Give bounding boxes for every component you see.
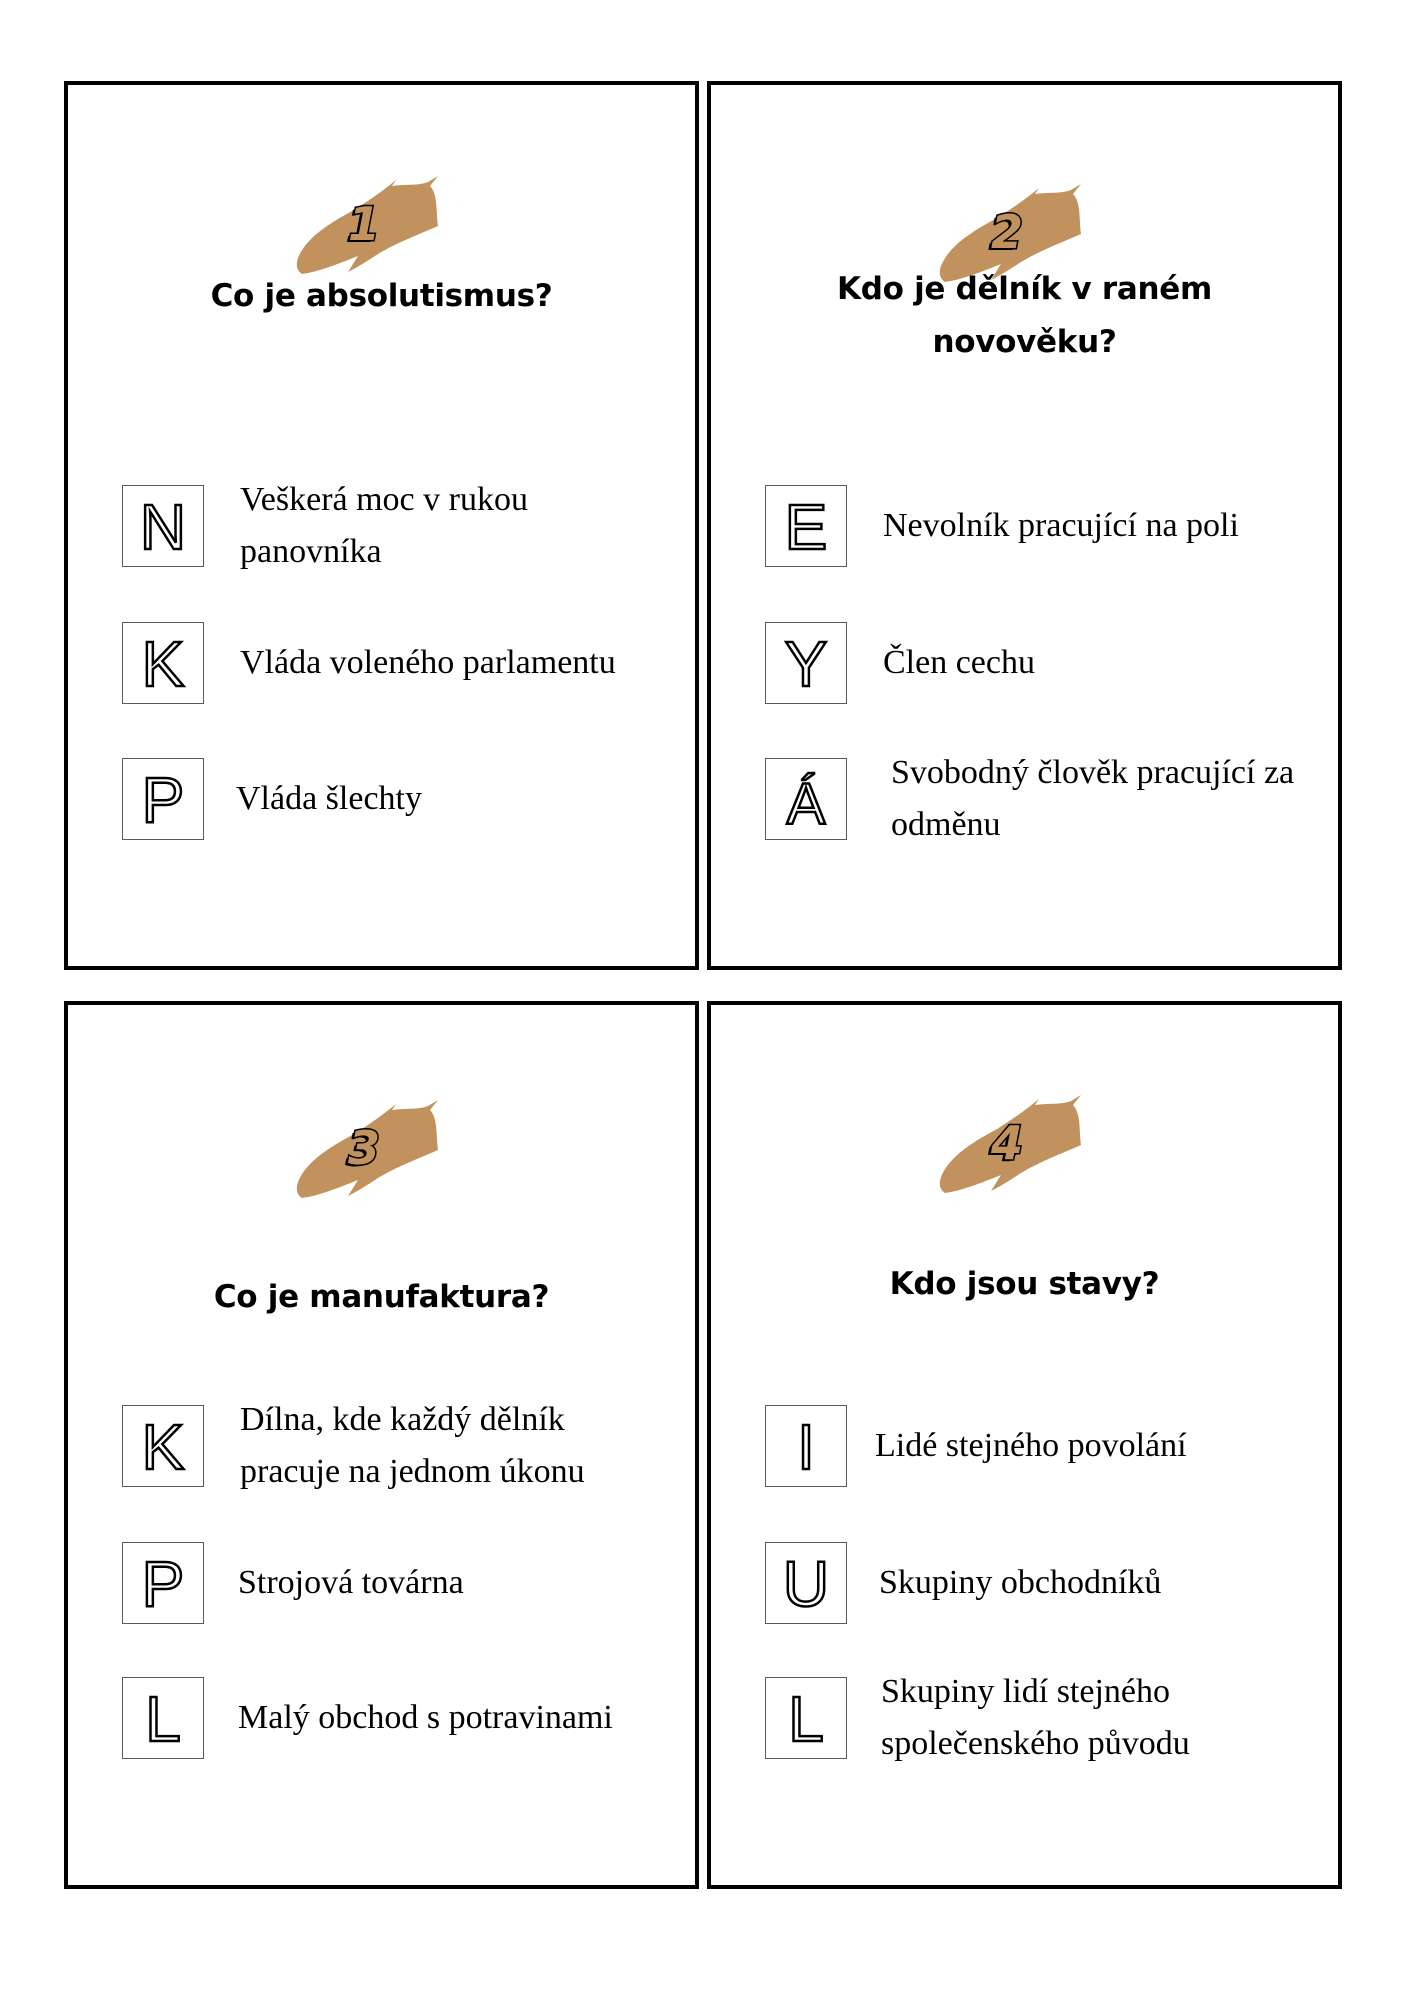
answer-option[interactable] bbox=[122, 481, 687, 570]
question-title: Co je absolutismus? bbox=[210, 278, 553, 314]
option-letter: P bbox=[141, 764, 185, 836]
question-title-line-2: novověku? bbox=[932, 324, 1117, 360]
question-title: Co je manufaktura? bbox=[213, 1279, 550, 1315]
quiz-card-1 bbox=[64, 81, 699, 970]
card-number: 2 bbox=[990, 205, 1023, 259]
letter-box bbox=[122, 1677, 204, 1759]
option-text: Nevolník pracující na poli bbox=[883, 507, 1239, 544]
letter-box bbox=[122, 1405, 204, 1487]
option-letter: P bbox=[141, 1548, 185, 1620]
option-text: Skupiny lidí stejného společenského původu bbox=[881, 1673, 1190, 1762]
letter-box bbox=[122, 622, 204, 704]
option-text: Svobodný člověk pracující za odměnu bbox=[891, 754, 1295, 843]
option-letter: K bbox=[141, 1411, 185, 1483]
letter-box bbox=[765, 1405, 847, 1487]
option-text: Vláda voleného parlamentu bbox=[240, 644, 616, 681]
letter-box bbox=[765, 758, 847, 840]
quiz-card-4 bbox=[707, 1001, 1342, 1889]
letter-box bbox=[765, 1677, 847, 1759]
answer-option[interactable] bbox=[765, 622, 1330, 704]
number-badge bbox=[288, 1096, 440, 1200]
quiz-card-3 bbox=[64, 1001, 699, 1889]
letter-box bbox=[765, 622, 847, 704]
option-letter: L bbox=[145, 1683, 181, 1755]
answer-option[interactable] bbox=[122, 1401, 687, 1490]
letter-box bbox=[122, 758, 204, 840]
answer-option[interactable] bbox=[765, 1542, 1330, 1624]
option-letter: L bbox=[788, 1683, 824, 1755]
card-number: 1 bbox=[347, 197, 380, 251]
option-text: Vláda šlechty bbox=[236, 780, 422, 817]
option-letter: K bbox=[141, 628, 185, 700]
option-text: Skupiny obchodníků bbox=[879, 1564, 1162, 1601]
answer-option[interactable] bbox=[122, 1542, 687, 1624]
option-letter: E bbox=[784, 491, 828, 563]
quiz-card-2 bbox=[707, 81, 1342, 970]
option-text: Dílna, kde každý dělník pracuje na jednom úkonu bbox=[240, 1401, 585, 1490]
answer-option[interactable] bbox=[765, 1405, 1330, 1487]
number-badge bbox=[931, 1091, 1083, 1195]
option-text: Veškerá moc v rukou panovníka bbox=[240, 481, 528, 570]
answer-option[interactable] bbox=[765, 754, 1330, 843]
number-badge bbox=[288, 172, 440, 276]
letter-box bbox=[122, 1542, 204, 1624]
letter-box bbox=[122, 485, 204, 567]
option-letter: Á bbox=[786, 772, 826, 837]
option-letter: U bbox=[782, 1548, 830, 1620]
option-letter: I bbox=[797, 1411, 815, 1483]
answer-option[interactable] bbox=[765, 485, 1330, 567]
option-text: Strojová továrna bbox=[238, 1564, 464, 1601]
option-text: Člen cechu bbox=[883, 644, 1035, 681]
option-letter: N bbox=[139, 491, 187, 563]
letter-box bbox=[765, 485, 847, 567]
question-title: Kdo jsou stavy? bbox=[889, 1266, 1160, 1302]
option-text: Lidé stejného povolání bbox=[875, 1427, 1187, 1464]
answer-option[interactable] bbox=[122, 758, 687, 840]
answer-option[interactable] bbox=[765, 1673, 1330, 1762]
card-number: 3 bbox=[347, 1121, 380, 1175]
card-number: 4 bbox=[990, 1116, 1023, 1170]
answer-option[interactable] bbox=[122, 622, 687, 704]
option-letter: Y bbox=[784, 628, 828, 700]
answer-option[interactable] bbox=[122, 1677, 687, 1759]
option-text: Malý obchod s potravinami bbox=[238, 1699, 613, 1736]
question-title-line-1: Kdo je dělník v raném bbox=[837, 271, 1212, 307]
letter-box bbox=[765, 1542, 847, 1624]
